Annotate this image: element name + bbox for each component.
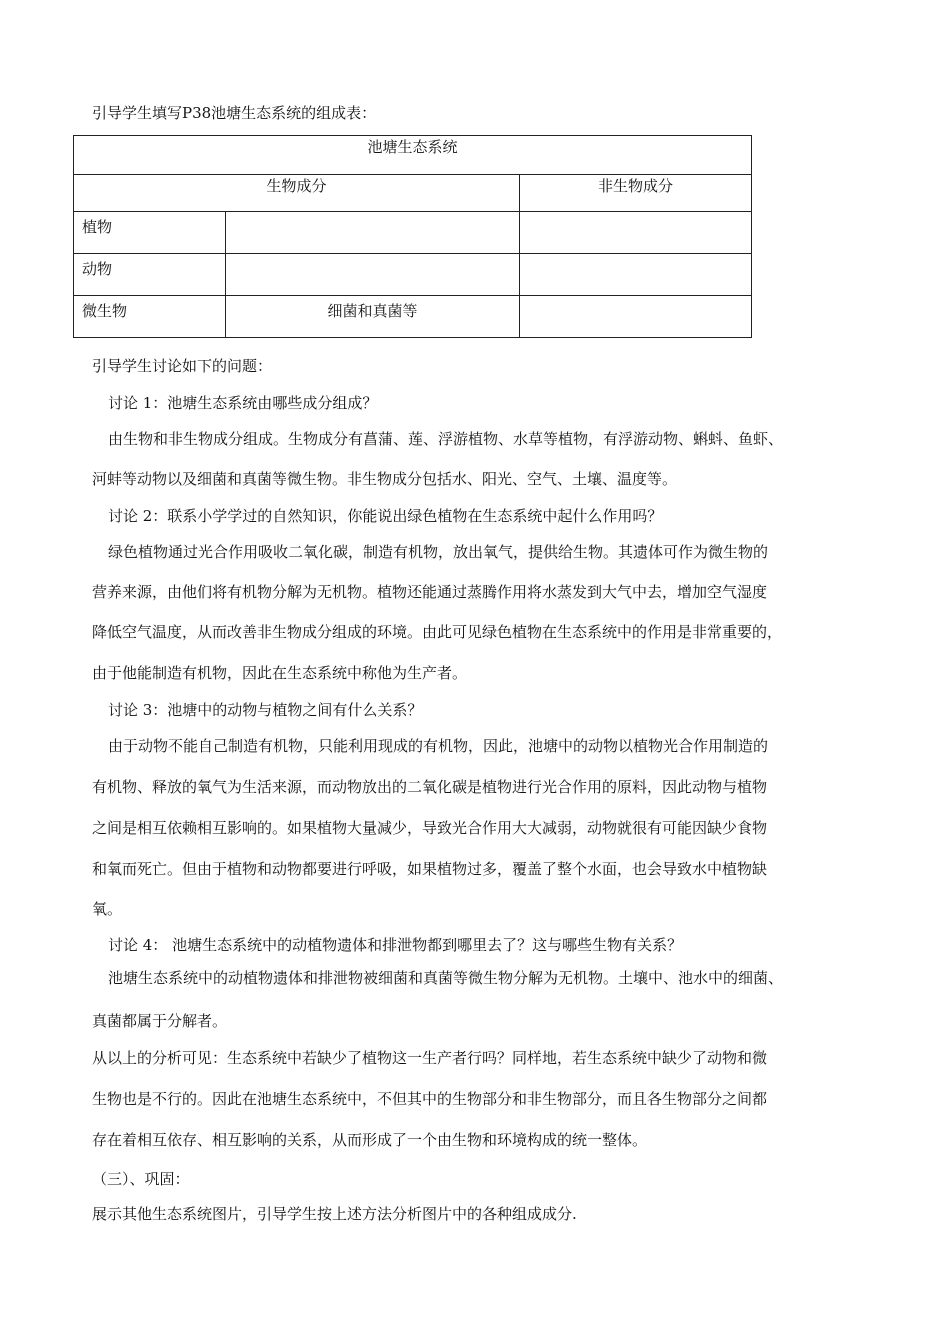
paragraph-line: 由于他能制造有机物，因此在生态系统中称他为生产者。 xyxy=(92,664,468,682)
table-row xyxy=(74,212,752,254)
bio-header: 生物成分 xyxy=(74,175,520,212)
discussion-3: 讨论 3：池塘中的动物与植物之间有什么关系？ xyxy=(108,701,423,719)
discussion-4: 讨论 4： 池塘生态系统中的动植物遗体和排泄物都到哪里去了？这与哪些生物有关系？ xyxy=(108,936,683,954)
discussion-1: 讨论 1：池塘生态系统由哪些成分组成？ xyxy=(108,394,378,412)
row-nonbio xyxy=(520,212,752,254)
paragraph-line: 由生物和非生物成分组成。生物成分有菖蒲、莲、浮游植物、水草等植物，有浮游动物、蝌蚪、鱼虾、 xyxy=(108,430,784,448)
row-label: 动物 xyxy=(74,254,226,296)
paragraph-line: 有机物、释放的氧气为生活来源，而动物放出的二氧化碳是植物进行光合作用的原料，因此动物与植物 xyxy=(92,778,768,796)
section-heading: （三）、巩固： xyxy=(92,1170,190,1188)
paragraph-line: 池塘生态系统中的动植物遗体和排泄物被细菌和真菌等微生物分解为无机物。土壤中、池水中的细菌、 xyxy=(108,969,784,987)
paragraph-line: 展示其他生态系统图片，引导学生按上述方法分析图片中的各种组成成分. xyxy=(92,1205,577,1223)
table-row xyxy=(74,254,752,296)
paragraph-line: 绿色植物通过光合作用吸收二氧化碳，制造有机物，放出氧气，提供给生物。其遗体可作为微生物的 xyxy=(108,543,769,561)
row-value xyxy=(226,212,520,254)
intro-text: 引导学生填写P38池塘生态系统的组成表： xyxy=(92,104,377,122)
nonbio-header: 非生物成分 xyxy=(520,175,752,212)
paragraph-line: 由于动物不能自己制造有机物，只能利用现成的有机物，因此，池塘中的动物以植物光合作用制造的 xyxy=(108,737,769,755)
paragraph-line: 降低空气温度，从而改善非生物成分组成的环境。由此可见绿色植物在生态系统中的作用是非常重要的， xyxy=(92,623,783,641)
row-nonbio xyxy=(520,296,752,338)
row-label: 植物 xyxy=(74,212,226,254)
paragraph-line: 生物也是不行的。因此在池塘生态系统中，不但其中的生物部分和非生物部分，而且各生物部分之间都 xyxy=(92,1090,768,1108)
table-row xyxy=(74,296,752,338)
paragraph-line: 存在着相互依存、相互影响的关系，从而形成了一个由生物和环境构成的统一整体。 xyxy=(92,1131,648,1149)
row-label: 微生物 xyxy=(74,296,226,338)
paragraph-line: 之间是相互依赖相互影响的。如果植物大量减少，导致光合作用大大减弱，动物就很有可能因缺少食物 xyxy=(92,819,768,837)
row-value: 细菌和真菌等 xyxy=(226,296,520,338)
pond-ecosystem-table xyxy=(73,135,752,338)
paragraph-line: 氧。 xyxy=(92,900,123,918)
paragraph-line: 引导学生讨论如下的问题： xyxy=(92,357,273,375)
paragraph-line: 河蚌等动物以及细菌和真菌等微生物。非生物成分包括水、阳光、空气、土壤、温度等。 xyxy=(92,470,678,488)
paragraph-line: 真菌都属于分解者。 xyxy=(92,1012,228,1030)
paragraph-line: 营养来源，由他们将有机物分解为无机物。植物还能通过蒸腾作用将水蒸发到大气中去，增加空气湿度 xyxy=(92,583,768,601)
row-nonbio xyxy=(520,254,752,296)
table-title: 池塘生态系统 xyxy=(74,136,752,175)
row-value xyxy=(226,254,520,296)
paragraph-line: 从以上的分析可见：生态系统中若缺少了植物这一生产者行吗？同样地，若生态系统中缺少了动物和微 xyxy=(92,1049,768,1067)
paragraph-line: 和氧而死亡。但由于植物和动物都要进行呼吸，如果植物过多，覆盖了整个水面，也会导致水中植物缺 xyxy=(92,860,768,878)
discussion-2: 讨论 2：联系小学学过的自然知识，你能说出绿色植物在生态系统中起什么作用吗？ xyxy=(108,507,663,525)
